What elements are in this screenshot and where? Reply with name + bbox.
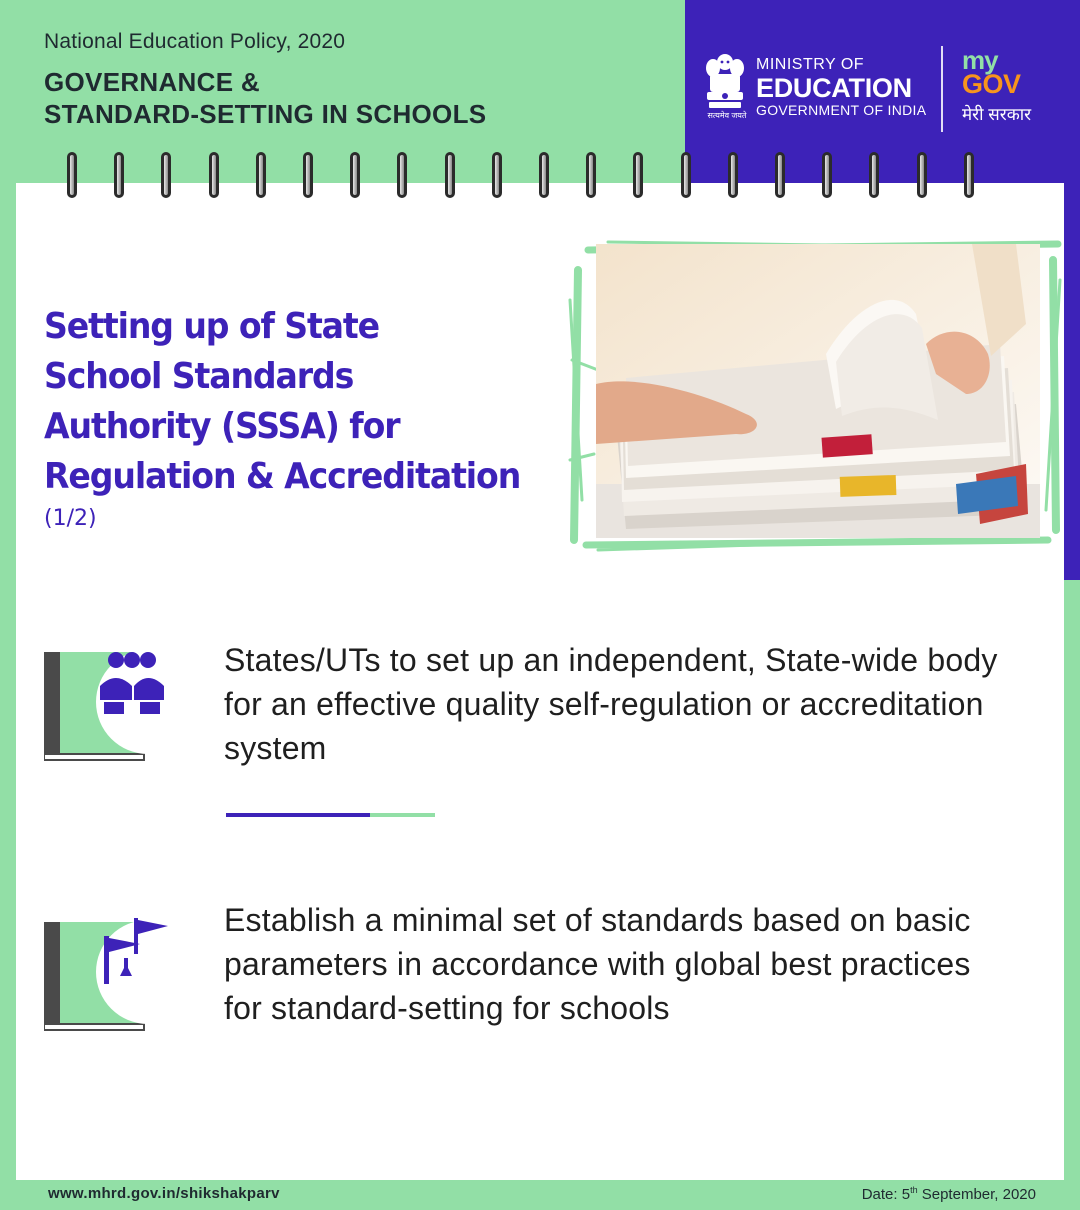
mygov-my: my bbox=[962, 45, 998, 75]
logo-separator bbox=[941, 46, 943, 132]
section-divider bbox=[226, 813, 435, 817]
spiral-ring bbox=[67, 152, 77, 198]
footer-url[interactable]: www.mhrd.gov.in/shikshakparv bbox=[48, 1185, 280, 1202]
ministry-line3: GOVERNMENT OF INDIA bbox=[756, 102, 927, 118]
logos bbox=[700, 46, 1070, 138]
page-title bbox=[44, 66, 486, 130]
heading-line3: Authority (SSSA) for bbox=[44, 406, 400, 447]
policy-label: National Education Policy, 2020 bbox=[44, 30, 346, 53]
spiral-ring bbox=[775, 152, 785, 198]
heading-part-indicator: (1/2) bbox=[44, 506, 97, 531]
mygov-hindi: मेरी सरकार bbox=[962, 105, 1032, 124]
spiral-binding bbox=[0, 152, 1080, 202]
mygov-gov: GOV bbox=[962, 69, 1021, 99]
spiral-ring bbox=[917, 152, 927, 198]
page-title-line1: GOVERNANCE & bbox=[44, 67, 260, 97]
spiral-ring bbox=[209, 152, 219, 198]
heading-line1: Setting up of State bbox=[44, 306, 380, 347]
spiral-ring bbox=[822, 152, 832, 198]
spiral-ring bbox=[728, 152, 738, 198]
section-heading bbox=[44, 302, 564, 531]
flags-icon bbox=[44, 916, 174, 1036]
documents-photo-frame bbox=[568, 240, 1063, 552]
page-title-line2: STANDARD-SETTING IN SCHOOLS bbox=[44, 99, 487, 129]
point-2-text: Establish a minimal set of standards based on basic parameters in accordance with global best practices for standard-setting for schools bbox=[224, 902, 971, 1026]
emblem-motto: सत्यमेव जयते bbox=[707, 111, 747, 120]
documents-photo bbox=[596, 244, 1040, 538]
spiral-ring bbox=[869, 152, 879, 198]
heading-line4: Regulation & Accreditation bbox=[44, 456, 521, 497]
spiral-ring bbox=[256, 152, 266, 198]
spiral-ring bbox=[681, 152, 691, 198]
ministry-logo-text bbox=[756, 56, 926, 118]
spiral-ring bbox=[397, 152, 407, 198]
header bbox=[44, 30, 486, 130]
spiral-ring bbox=[586, 152, 596, 198]
footer-date: Date: 5th September, 2020 bbox=[861, 1185, 1036, 1203]
people-group-icon bbox=[44, 646, 174, 766]
ministry-line1: MINISTRY OF bbox=[756, 56, 865, 73]
spiral-ring bbox=[350, 152, 360, 198]
spiral-ring bbox=[633, 152, 643, 198]
spiral-ring bbox=[492, 152, 502, 198]
heading-line2: School Standards bbox=[44, 356, 354, 397]
paper-stack-illustration bbox=[596, 244, 1040, 538]
spiral-ring bbox=[114, 152, 124, 198]
point-1-text: States/UTs to set up an independent, State-wide body for an effective quality self-regulation or accreditation system bbox=[224, 642, 998, 766]
ministry-line2: EDUCATION bbox=[756, 73, 912, 103]
spiral-ring bbox=[303, 152, 313, 198]
mygov-logo bbox=[962, 45, 1032, 125]
spiral-ring bbox=[964, 152, 974, 198]
spiral-ring bbox=[445, 152, 455, 198]
spiral-ring bbox=[539, 152, 549, 198]
spiral-ring bbox=[161, 152, 171, 198]
